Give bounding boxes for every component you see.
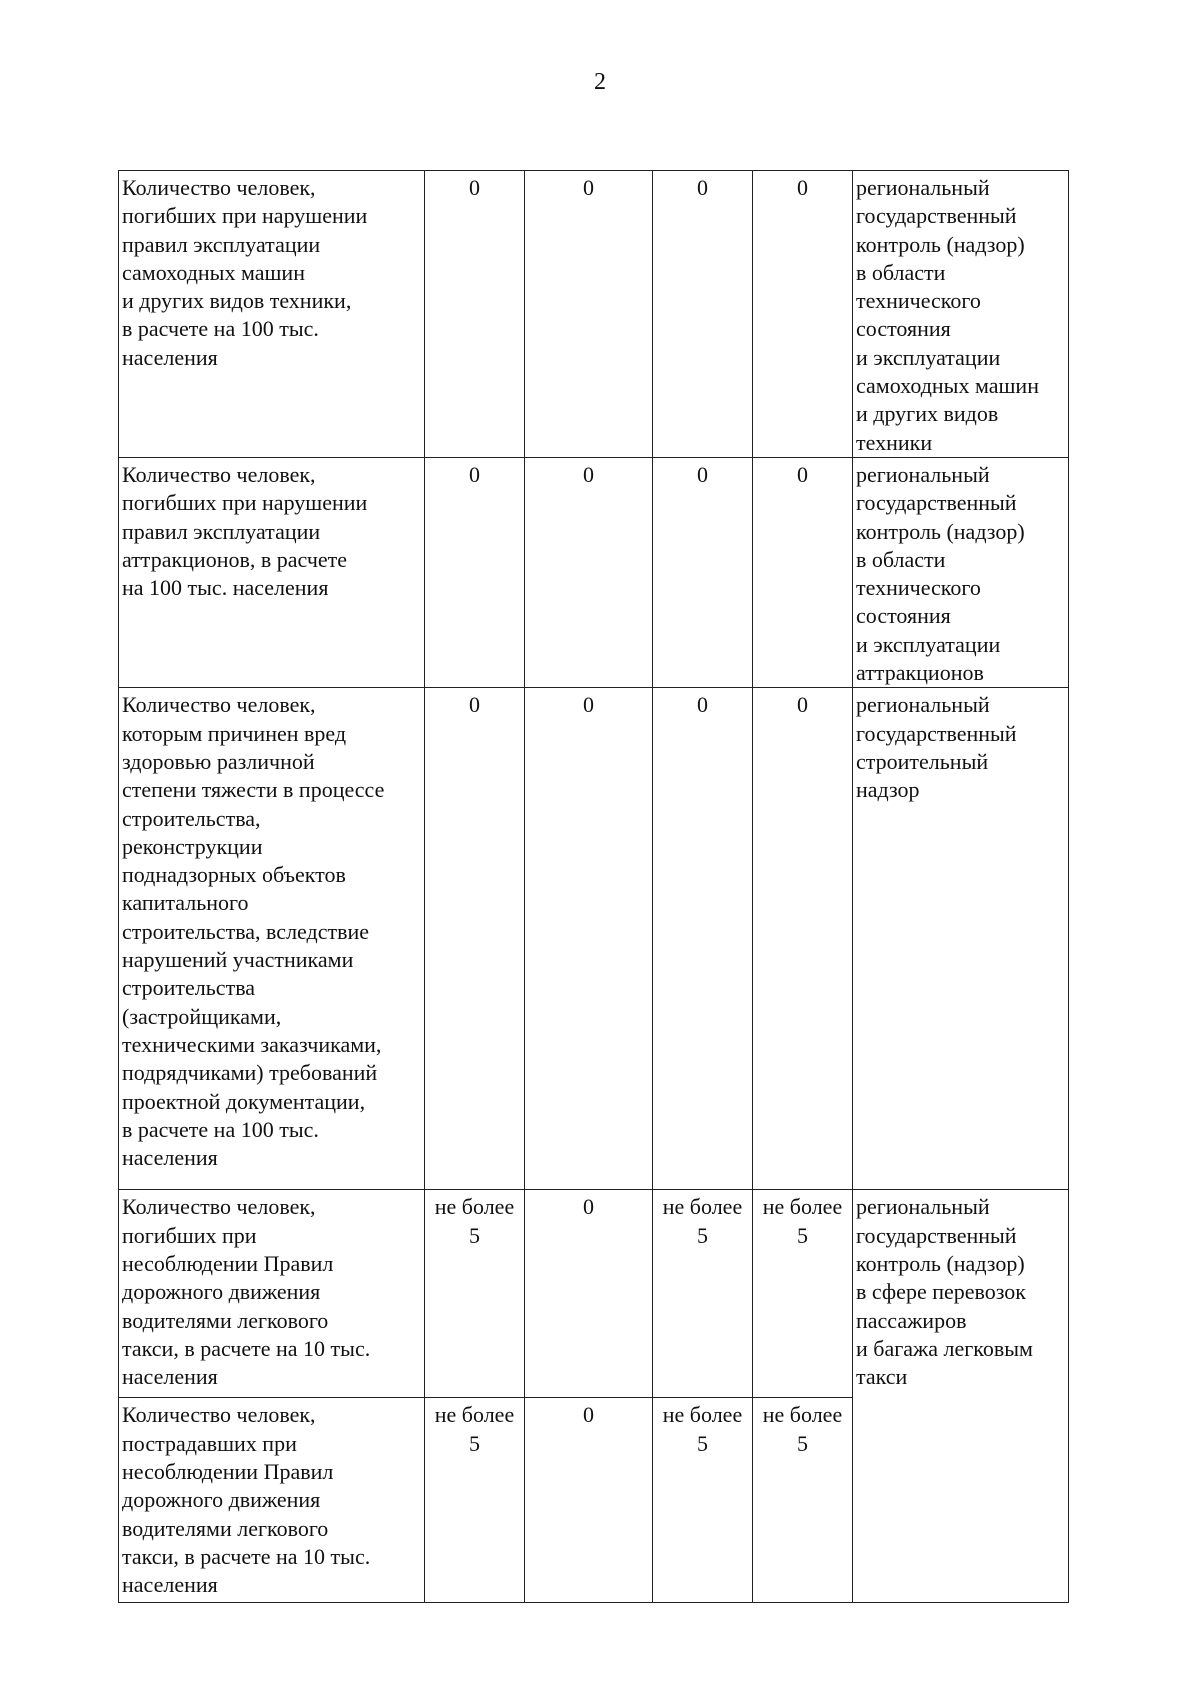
indicator-name: Количество человек, которым причинен вред здоровью различной степени тяжести в процессе строительства, реконструкции поднадзорных объектов капитального строительства, вследствие нарушений участниками строительства (застройщиками, техническими заказчиками, подрядчиками) требований проектной документации, в расчете на 100 тыс. населения [119,688,425,1190]
value-cell: не более 5 [653,1190,753,1398]
control-type: региональный государственный контроль (надзор) в области технического состояния и эксплуатации аттракционов [853,457,1069,687]
value-cell: не более 5 [425,1190,525,1398]
value-cell: 0 [753,688,853,1190]
indicator-name: Количество человек, погибших при несоблюдении Правил дорожного движения водителями легкового такси, в расчете на 10 тыс. населения [119,1190,425,1398]
control-type: региональный государственный контроль (надзор) в сфере перевозок пассажиров и багажа легковым такси [853,1190,1069,1398]
value-cell: не более 5 [653,1398,753,1603]
value-cell: 0 [525,1398,653,1603]
table-row [119,688,1069,1190]
value-cell: 0 [653,688,753,1190]
value-cell: 0 [425,457,525,687]
table-row [119,1190,1069,1398]
table-row [119,171,1069,458]
indicator-name: Количество человек, погибших при нарушении правил эксплуатации самоходных машин и других видов техники, в расчете на 100 тыс. населения [119,171,425,458]
indicator-name: Количество человек, погибших при нарушении правил эксплуатации аттракционов, в расчете на 100 тыс. населения [119,457,425,687]
value-cell: не более 5 [753,1398,853,1603]
value-cell: 0 [525,457,653,687]
value-cell: не более 5 [425,1398,525,1603]
value-cell: 0 [525,688,653,1190]
value-cell: 0 [653,457,753,687]
value-cell: не более 5 [753,1190,853,1398]
control-type: региональный государственный строительный надзор [853,688,1069,1190]
value-cell: 0 [525,171,653,458]
page-number: 2 [594,69,606,95]
indicator-name: Количество человек, пострадавших при несоблюдении Правил дорожного движения водителями легкового такси, в расчете на 10 тыс. населения [119,1398,425,1603]
value-cell: 0 [753,171,853,458]
indicators-table [118,170,1069,1603]
value-cell: 0 [653,171,753,458]
value-cell: 0 [425,688,525,1190]
value-cell: 0 [753,457,853,687]
table-row [119,457,1069,687]
control-type: региональный государственный контроль (надзор) в области технического состояния и эксплуатации самоходных машин и других видов техники [853,171,1069,458]
value-cell: 0 [525,1190,653,1398]
control-type [853,1398,1069,1603]
value-cell: 0 [425,171,525,458]
table-row [119,1398,1069,1603]
